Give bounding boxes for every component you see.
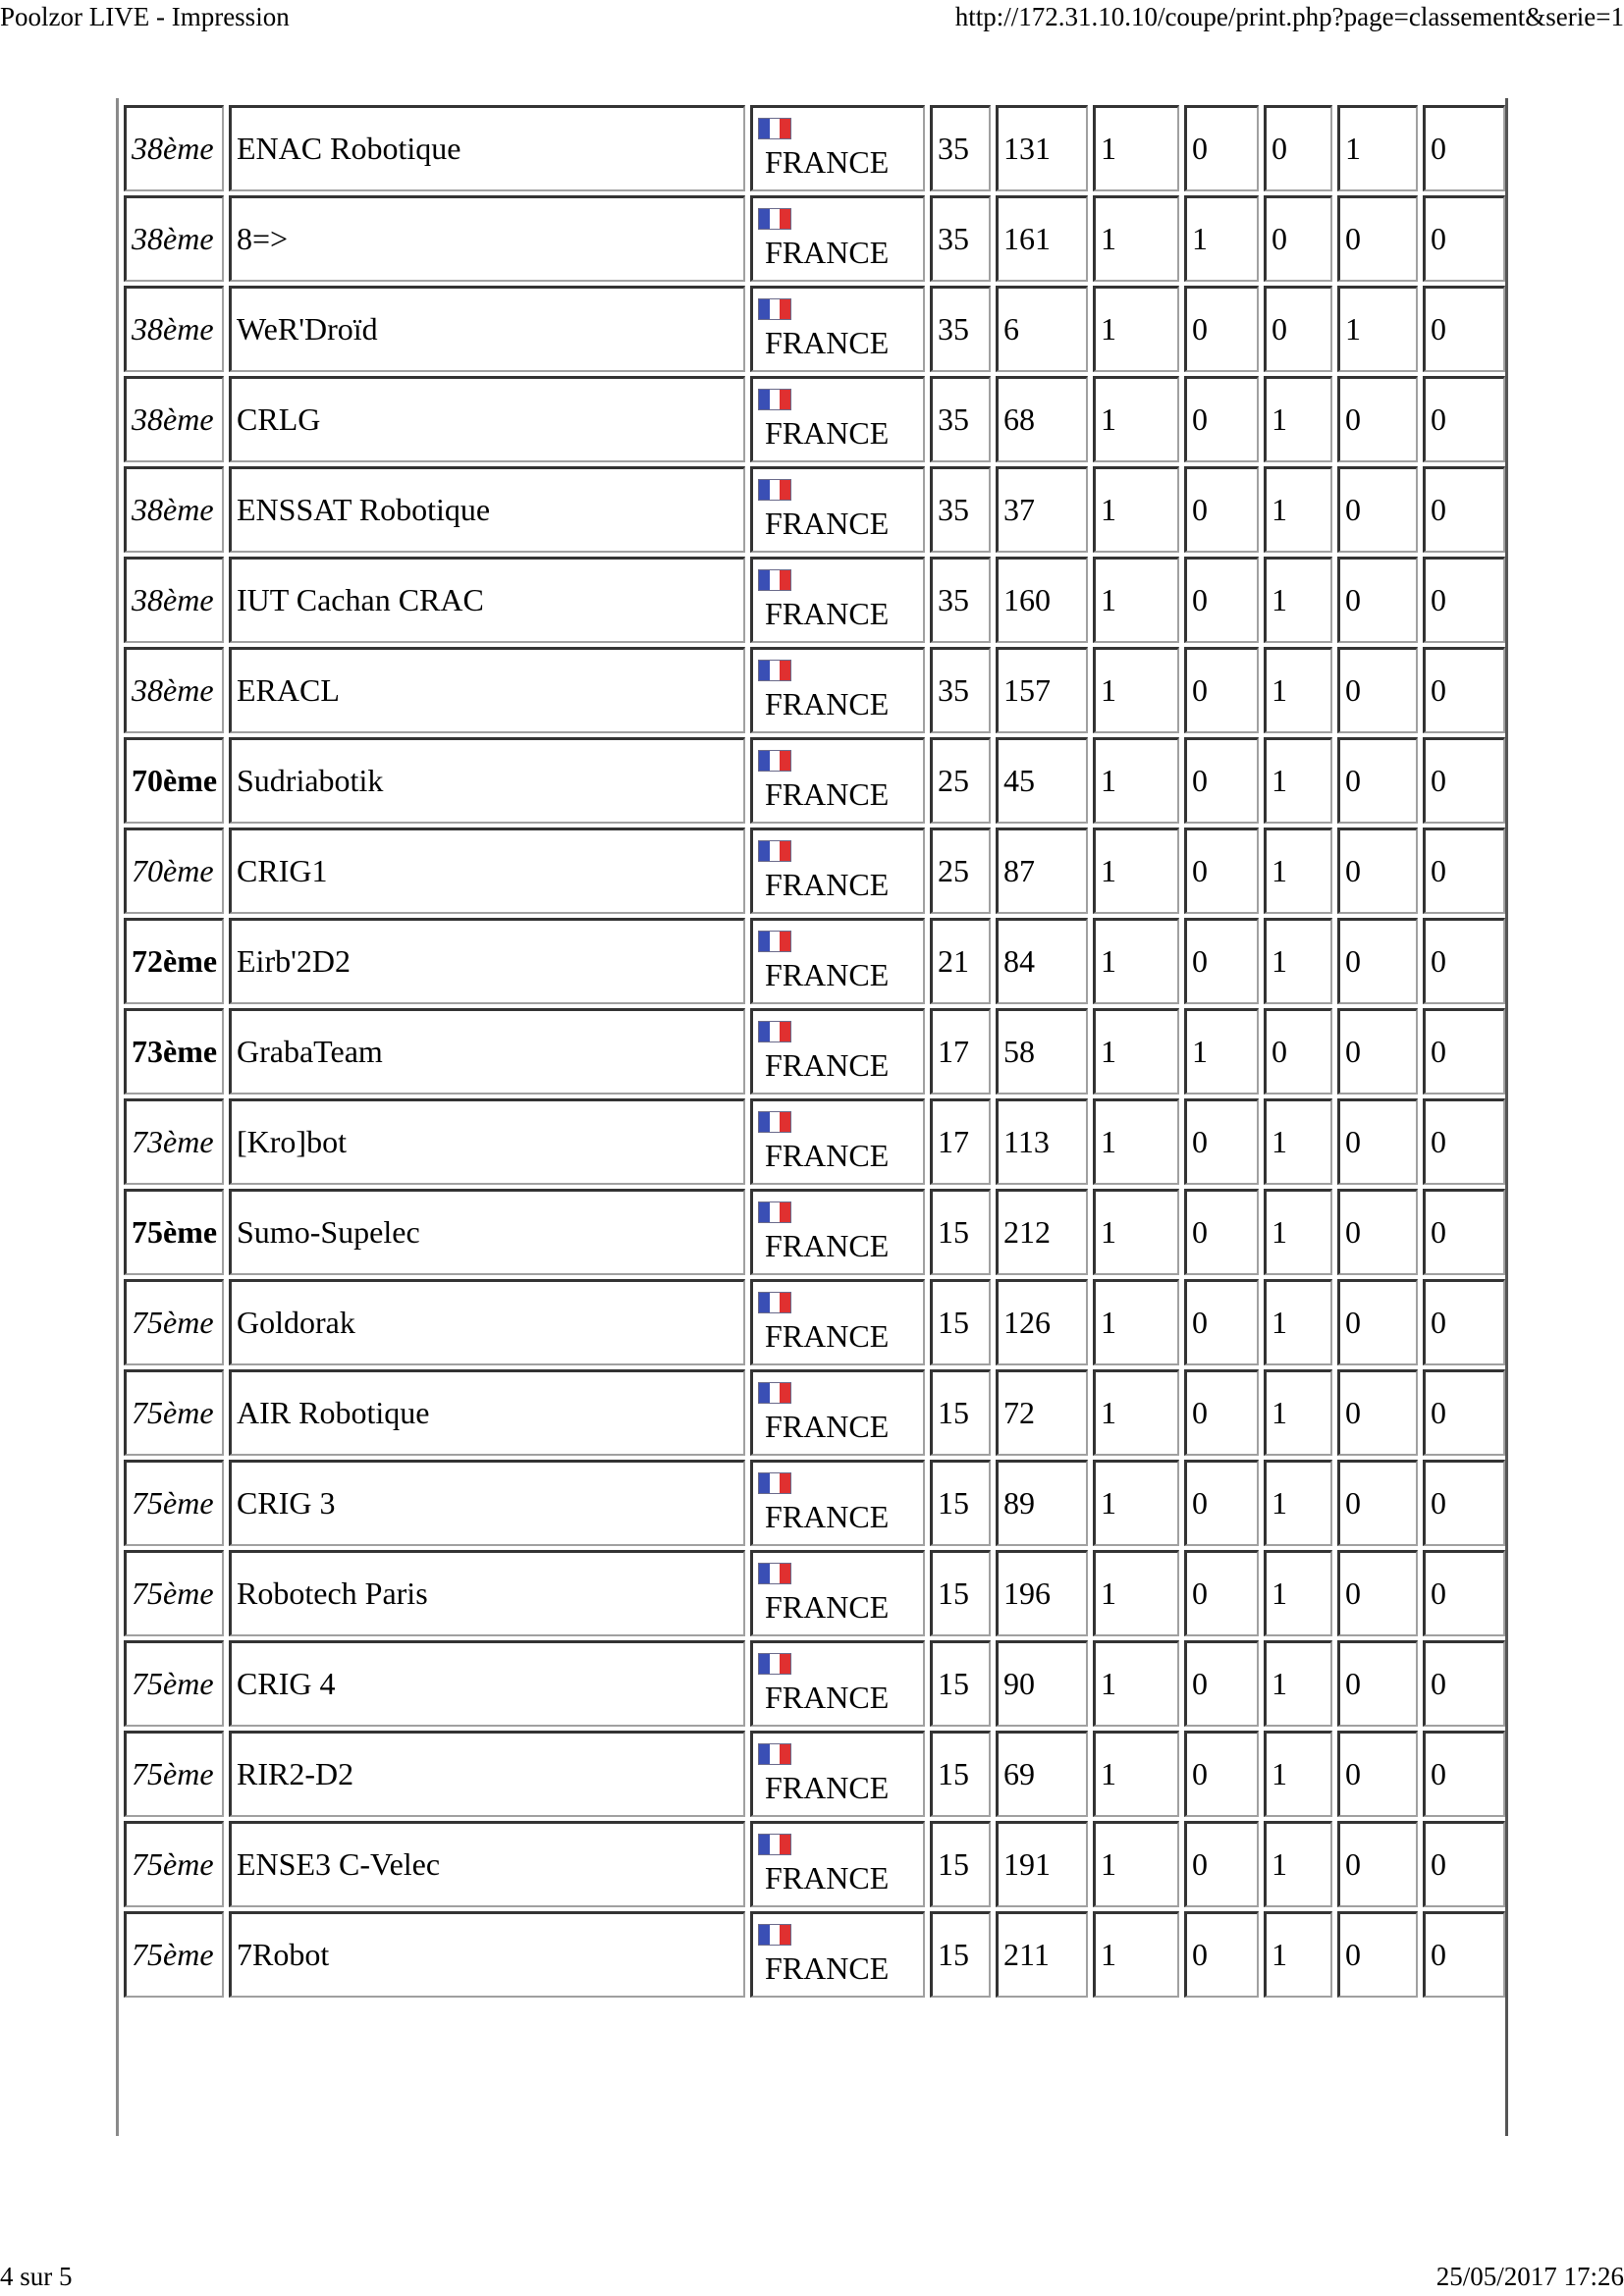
stat-cell-1: 1: [1093, 376, 1179, 462]
score-cell: 15: [930, 1821, 991, 1907]
stat-cell-5: 0: [1423, 1911, 1505, 1998]
score-cell: 15: [930, 1189, 991, 1275]
stat-cell-2: 1: [1184, 1008, 1259, 1095]
team-name-cell: GrabaTeam: [229, 1008, 745, 1095]
stat-cell-3: 1: [1264, 466, 1332, 553]
france-flag-icon: [758, 1382, 791, 1404]
country-cell: [750, 1460, 925, 1546]
stat-cell-2: 0: [1184, 647, 1259, 733]
stat-cell-1: 1: [1093, 1821, 1179, 1907]
country-cell: [750, 1008, 925, 1095]
table-row: [124, 1189, 1505, 1275]
stat-cell-3: 1: [1264, 1911, 1332, 1998]
country-cell: [750, 1369, 925, 1456]
france-flag-icon: [758, 118, 791, 139]
team-name-cell: Sumo-Supelec: [229, 1189, 745, 1275]
stat-cell-2: 0: [1184, 1098, 1259, 1185]
country-cell: [750, 466, 925, 553]
rank-cell: 73ème: [124, 1098, 224, 1185]
team-number-cell: 211: [996, 1911, 1088, 1998]
team-name-cell: [Kro]bot: [229, 1098, 745, 1185]
team-number-cell: 89: [996, 1460, 1088, 1546]
rank-cell: 75ème: [124, 1460, 224, 1546]
stat-cell-1: 1: [1093, 1731, 1179, 1817]
table-row: [124, 737, 1505, 824]
stat-cell-2: 0: [1184, 828, 1259, 914]
stat-cell-2: 0: [1184, 1460, 1259, 1546]
score-cell: 15: [930, 1640, 991, 1727]
france-flag-icon: [758, 1563, 791, 1584]
rank-cell: 75ème: [124, 1731, 224, 1817]
france-flag-icon: [758, 1653, 791, 1675]
team-number-cell: 58: [996, 1008, 1088, 1095]
score-cell: 15: [930, 1460, 991, 1546]
stat-cell-5: 0: [1423, 828, 1505, 914]
rank-cell: 38ème: [124, 105, 224, 191]
france-flag-icon: [758, 1472, 791, 1494]
team-number-cell: 45: [996, 737, 1088, 824]
stat-cell-5: 0: [1423, 195, 1505, 282]
stat-cell-4: 0: [1337, 557, 1418, 643]
table-row: [124, 1550, 1505, 1636]
score-cell: 35: [930, 557, 991, 643]
team-name-cell: ENSSAT Robotique: [229, 466, 745, 553]
stat-cell-5: 0: [1423, 1821, 1505, 1907]
score-cell: 15: [930, 1731, 991, 1817]
rank-cell: 75ème: [124, 1369, 224, 1456]
rank-cell: 73ème: [124, 1008, 224, 1095]
table-row: [124, 557, 1505, 643]
stat-cell-2: 0: [1184, 1911, 1259, 1998]
stat-cell-4: 0: [1337, 1550, 1418, 1636]
stat-cell-2: 0: [1184, 918, 1259, 1004]
team-name-cell: AIR Robotique: [229, 1369, 745, 1456]
france-flag-icon: [758, 750, 791, 772]
france-flag-icon: [758, 1111, 791, 1133]
stat-cell-4: 0: [1337, 1821, 1418, 1907]
country-name: FRANCE: [765, 1409, 890, 1444]
table-row: [124, 466, 1505, 553]
country-name: FRANCE: [765, 1860, 890, 1896]
country-cell: [750, 1098, 925, 1185]
country-name: FRANCE: [765, 1680, 890, 1715]
country-cell: [750, 1821, 925, 1907]
team-number-cell: 196: [996, 1550, 1088, 1636]
team-name-cell: Goldorak: [229, 1279, 745, 1365]
stat-cell-4: 0: [1337, 737, 1418, 824]
stat-cell-3: 0: [1264, 105, 1332, 191]
stat-cell-1: 1: [1093, 737, 1179, 824]
table-row: [124, 1460, 1505, 1546]
country-name: FRANCE: [765, 1138, 890, 1173]
score-cell: 35: [930, 376, 991, 462]
stat-cell-3: 1: [1264, 647, 1332, 733]
team-name-cell: CRIG 3: [229, 1460, 745, 1546]
table-row: [124, 647, 1505, 733]
stat-cell-5: 0: [1423, 1008, 1505, 1095]
stat-cell-1: 1: [1093, 1098, 1179, 1185]
stat-cell-4: 0: [1337, 1911, 1418, 1998]
stat-cell-2: 0: [1184, 737, 1259, 824]
table-row: [124, 828, 1505, 914]
score-cell: 35: [930, 105, 991, 191]
stat-cell-5: 0: [1423, 1460, 1505, 1546]
country-name: FRANCE: [765, 1499, 890, 1534]
ranking-table-frame: [116, 98, 1508, 2136]
stat-cell-3: 0: [1264, 286, 1332, 372]
stat-cell-4: 0: [1337, 918, 1418, 1004]
stat-cell-2: 0: [1184, 1550, 1259, 1636]
stat-cell-2: 0: [1184, 1731, 1259, 1817]
france-flag-icon: [758, 1743, 791, 1765]
team-name-cell: IUT Cachan CRAC: [229, 557, 745, 643]
team-number-cell: 212: [996, 1189, 1088, 1275]
country-name: FRANCE: [765, 1318, 890, 1354]
stat-cell-3: 1: [1264, 1189, 1332, 1275]
france-flag-icon: [758, 479, 791, 501]
stat-cell-4: 0: [1337, 647, 1418, 733]
stat-cell-5: 0: [1423, 918, 1505, 1004]
stat-cell-3: 1: [1264, 557, 1332, 643]
country-cell: [750, 105, 925, 191]
table-row: [124, 1008, 1505, 1095]
score-cell: 25: [930, 828, 991, 914]
france-flag-icon: [758, 840, 791, 862]
stat-cell-2: 0: [1184, 557, 1259, 643]
team-number-cell: 191: [996, 1821, 1088, 1907]
team-number-cell: 37: [996, 466, 1088, 553]
stat-cell-3: 1: [1264, 1369, 1332, 1456]
stat-cell-5: 0: [1423, 1550, 1505, 1636]
stat-cell-4: 0: [1337, 1279, 1418, 1365]
stat-cell-2: 0: [1184, 1640, 1259, 1727]
rank-cell: 38ème: [124, 376, 224, 462]
table-row: [124, 195, 1505, 282]
country-name: FRANCE: [765, 506, 890, 541]
team-name-cell: 8=>: [229, 195, 745, 282]
rank-cell: 72ème: [124, 918, 224, 1004]
stat-cell-5: 0: [1423, 557, 1505, 643]
country-cell: [750, 737, 925, 824]
country-name: FRANCE: [765, 867, 890, 902]
stat-cell-5: 0: [1423, 1369, 1505, 1456]
stat-cell-4: 0: [1337, 1008, 1418, 1095]
table-row: [124, 1279, 1505, 1365]
country-name: FRANCE: [765, 1950, 890, 1986]
rank-cell: 75ème: [124, 1821, 224, 1907]
stat-cell-5: 0: [1423, 105, 1505, 191]
france-flag-icon: [758, 1021, 791, 1042]
stat-cell-1: 1: [1093, 1911, 1179, 1998]
stat-cell-2: 0: [1184, 376, 1259, 462]
team-number-cell: 161: [996, 195, 1088, 282]
stat-cell-1: 1: [1093, 1279, 1179, 1365]
stat-cell-4: 0: [1337, 1731, 1418, 1817]
team-name-cell: CRIG 4: [229, 1640, 745, 1727]
france-flag-icon: [758, 208, 791, 230]
team-number-cell: 160: [996, 557, 1088, 643]
france-flag-icon: [758, 1834, 791, 1855]
team-number-cell: 113: [996, 1098, 1088, 1185]
country-cell: [750, 557, 925, 643]
country-name: FRANCE: [765, 1047, 890, 1083]
stat-cell-3: 1: [1264, 1279, 1332, 1365]
france-flag-icon: [758, 389, 791, 410]
print-footer-page: 4 sur 5: [0, 2262, 73, 2291]
table-row: [124, 1911, 1505, 1998]
stat-cell-1: 1: [1093, 918, 1179, 1004]
country-cell: [750, 1640, 925, 1727]
france-flag-icon: [758, 1292, 791, 1313]
rank-cell: 38ème: [124, 286, 224, 372]
table-row: [124, 376, 1505, 462]
country-cell: [750, 1189, 925, 1275]
table-row: [124, 286, 1505, 372]
stat-cell-4: 0: [1337, 1369, 1418, 1456]
country-cell: [750, 1731, 925, 1817]
stat-cell-2: 0: [1184, 1279, 1259, 1365]
stat-cell-1: 1: [1093, 466, 1179, 553]
france-flag-icon: [758, 298, 791, 320]
country-name: FRANCE: [765, 686, 890, 721]
print-header-title: Poolzor LIVE - Impression: [0, 2, 290, 31]
team-number-cell: 84: [996, 918, 1088, 1004]
country-name: FRANCE: [765, 325, 890, 360]
table-row: [124, 105, 1505, 191]
rank-cell: 75ème: [124, 1911, 224, 1998]
rank-cell: 38ème: [124, 557, 224, 643]
score-cell: 35: [930, 286, 991, 372]
score-cell: 15: [930, 1279, 991, 1365]
country-cell: [750, 1550, 925, 1636]
stat-cell-2: 1: [1184, 195, 1259, 282]
stat-cell-3: 1: [1264, 1460, 1332, 1546]
country-cell: [750, 647, 925, 733]
stat-cell-1: 1: [1093, 1640, 1179, 1727]
rank-cell: 38ème: [124, 466, 224, 553]
country-cell: [750, 1279, 925, 1365]
team-name-cell: Eirb'2D2: [229, 918, 745, 1004]
france-flag-icon: [758, 1201, 791, 1223]
country-name: FRANCE: [765, 415, 890, 451]
stat-cell-3: 0: [1264, 195, 1332, 282]
stat-cell-3: 1: [1264, 1821, 1332, 1907]
stat-cell-1: 1: [1093, 647, 1179, 733]
stat-cell-1: 1: [1093, 557, 1179, 643]
stat-cell-3: 1: [1264, 828, 1332, 914]
stat-cell-1: 1: [1093, 1550, 1179, 1636]
stat-cell-4: 0: [1337, 1640, 1418, 1727]
table-row: [124, 918, 1505, 1004]
stat-cell-1: 1: [1093, 1189, 1179, 1275]
stat-cell-5: 0: [1423, 1731, 1505, 1817]
table-row: [124, 1731, 1505, 1817]
table-row: [124, 1821, 1505, 1907]
rank-cell: 70ème: [124, 737, 224, 824]
rank-cell: 75ème: [124, 1640, 224, 1727]
table-row: [124, 1369, 1505, 1456]
stat-cell-2: 0: [1184, 1189, 1259, 1275]
score-cell: 35: [930, 466, 991, 553]
table-row: [124, 1098, 1505, 1185]
country-cell: [750, 1911, 925, 1998]
stat-cell-5: 0: [1423, 737, 1505, 824]
stat-cell-3: 1: [1264, 737, 1332, 824]
ranking-table: [119, 101, 1510, 2002]
score-cell: 21: [930, 918, 991, 1004]
print-header-url: http://172.31.10.10/coupe/print.php?page=classement&serie=1: [954, 2, 1624, 31]
team-number-cell: 6: [996, 286, 1088, 372]
stat-cell-1: 1: [1093, 195, 1179, 282]
stat-cell-1: 1: [1093, 1460, 1179, 1546]
stat-cell-5: 0: [1423, 376, 1505, 462]
team-name-cell: ENSE3 C-Velec: [229, 1821, 745, 1907]
country-name: FRANCE: [765, 1228, 890, 1263]
stat-cell-1: 1: [1093, 1369, 1179, 1456]
stat-cell-1: 1: [1093, 1008, 1179, 1095]
country-name: FRANCE: [765, 1770, 890, 1805]
team-number-cell: 68: [996, 376, 1088, 462]
score-cell: 17: [930, 1098, 991, 1185]
country-name: FRANCE: [765, 1589, 890, 1625]
stat-cell-5: 0: [1423, 1279, 1505, 1365]
stat-cell-4: 0: [1337, 1098, 1418, 1185]
ranking-table-body: [124, 105, 1505, 1998]
rank-cell: 70ème: [124, 828, 224, 914]
rank-cell: 75ème: [124, 1279, 224, 1365]
team-number-cell: 69: [996, 1731, 1088, 1817]
stat-cell-1: 1: [1093, 828, 1179, 914]
table-row: [124, 1640, 1505, 1727]
country-cell: [750, 286, 925, 372]
stat-cell-4: 1: [1337, 286, 1418, 372]
team-name-cell: 7Robot: [229, 1911, 745, 1998]
stat-cell-4: 0: [1337, 376, 1418, 462]
score-cell: 35: [930, 195, 991, 282]
stat-cell-5: 0: [1423, 647, 1505, 733]
team-name-cell: CRLG: [229, 376, 745, 462]
score-cell: 15: [930, 1369, 991, 1456]
france-flag-icon: [758, 1924, 791, 1946]
stat-cell-3: 1: [1264, 1640, 1332, 1727]
score-cell: 15: [930, 1550, 991, 1636]
country-name: FRANCE: [765, 144, 890, 180]
stat-cell-2: 0: [1184, 1821, 1259, 1907]
stat-cell-4: 0: [1337, 1460, 1418, 1546]
rank-cell: 75ème: [124, 1550, 224, 1636]
country-name: FRANCE: [765, 596, 890, 631]
stat-cell-4: 0: [1337, 828, 1418, 914]
stat-cell-4: 0: [1337, 195, 1418, 282]
stat-cell-3: 1: [1264, 1550, 1332, 1636]
france-flag-icon: [758, 660, 791, 681]
country-cell: [750, 195, 925, 282]
stat-cell-5: 0: [1423, 466, 1505, 553]
country-name: FRANCE: [765, 235, 890, 270]
team-name-cell: Robotech Paris: [229, 1550, 745, 1636]
score-cell: 17: [930, 1008, 991, 1095]
france-flag-icon: [758, 931, 791, 952]
country-name: FRANCE: [765, 957, 890, 992]
team-name-cell: Sudriabotik: [229, 737, 745, 824]
stat-cell-3: 1: [1264, 1098, 1332, 1185]
score-cell: 35: [930, 647, 991, 733]
team-name-cell: CRIG1: [229, 828, 745, 914]
country-cell: [750, 828, 925, 914]
stat-cell-2: 0: [1184, 105, 1259, 191]
score-cell: 15: [930, 1911, 991, 1998]
print-footer-datetime: 25/05/2017 17:26: [1435, 2262, 1624, 2291]
score-cell: 25: [930, 737, 991, 824]
stat-cell-1: 1: [1093, 286, 1179, 372]
rank-cell: 38ème: [124, 195, 224, 282]
team-name-cell: WeR'Droïd: [229, 286, 745, 372]
stat-cell-5: 0: [1423, 1189, 1505, 1275]
country-cell: [750, 376, 925, 462]
team-number-cell: 157: [996, 647, 1088, 733]
rank-cell: 38ème: [124, 647, 224, 733]
stat-cell-3: 1: [1264, 376, 1332, 462]
team-name-cell: ERACL: [229, 647, 745, 733]
team-name-cell: ENAC Robotique: [229, 105, 745, 191]
stat-cell-3: 0: [1264, 1008, 1332, 1095]
country-cell: [750, 918, 925, 1004]
stat-cell-5: 0: [1423, 1640, 1505, 1727]
stat-cell-5: 0: [1423, 1098, 1505, 1185]
stat-cell-4: 0: [1337, 466, 1418, 553]
team-number-cell: 131: [996, 105, 1088, 191]
team-number-cell: 90: [996, 1640, 1088, 1727]
stat-cell-1: 1: [1093, 105, 1179, 191]
stat-cell-3: 1: [1264, 918, 1332, 1004]
stat-cell-4: 1: [1337, 105, 1418, 191]
country-name: FRANCE: [765, 776, 890, 812]
stat-cell-2: 0: [1184, 286, 1259, 372]
stat-cell-3: 1: [1264, 1731, 1332, 1817]
france-flag-icon: [758, 569, 791, 591]
team-number-cell: 87: [996, 828, 1088, 914]
team-number-cell: 126: [996, 1279, 1088, 1365]
rank-cell: 75ème: [124, 1189, 224, 1275]
stat-cell-2: 0: [1184, 1369, 1259, 1456]
stat-cell-5: 0: [1423, 286, 1505, 372]
stat-cell-2: 0: [1184, 466, 1259, 553]
team-number-cell: 72: [996, 1369, 1088, 1456]
stat-cell-4: 0: [1337, 1189, 1418, 1275]
team-name-cell: RIR2-D2: [229, 1731, 745, 1817]
